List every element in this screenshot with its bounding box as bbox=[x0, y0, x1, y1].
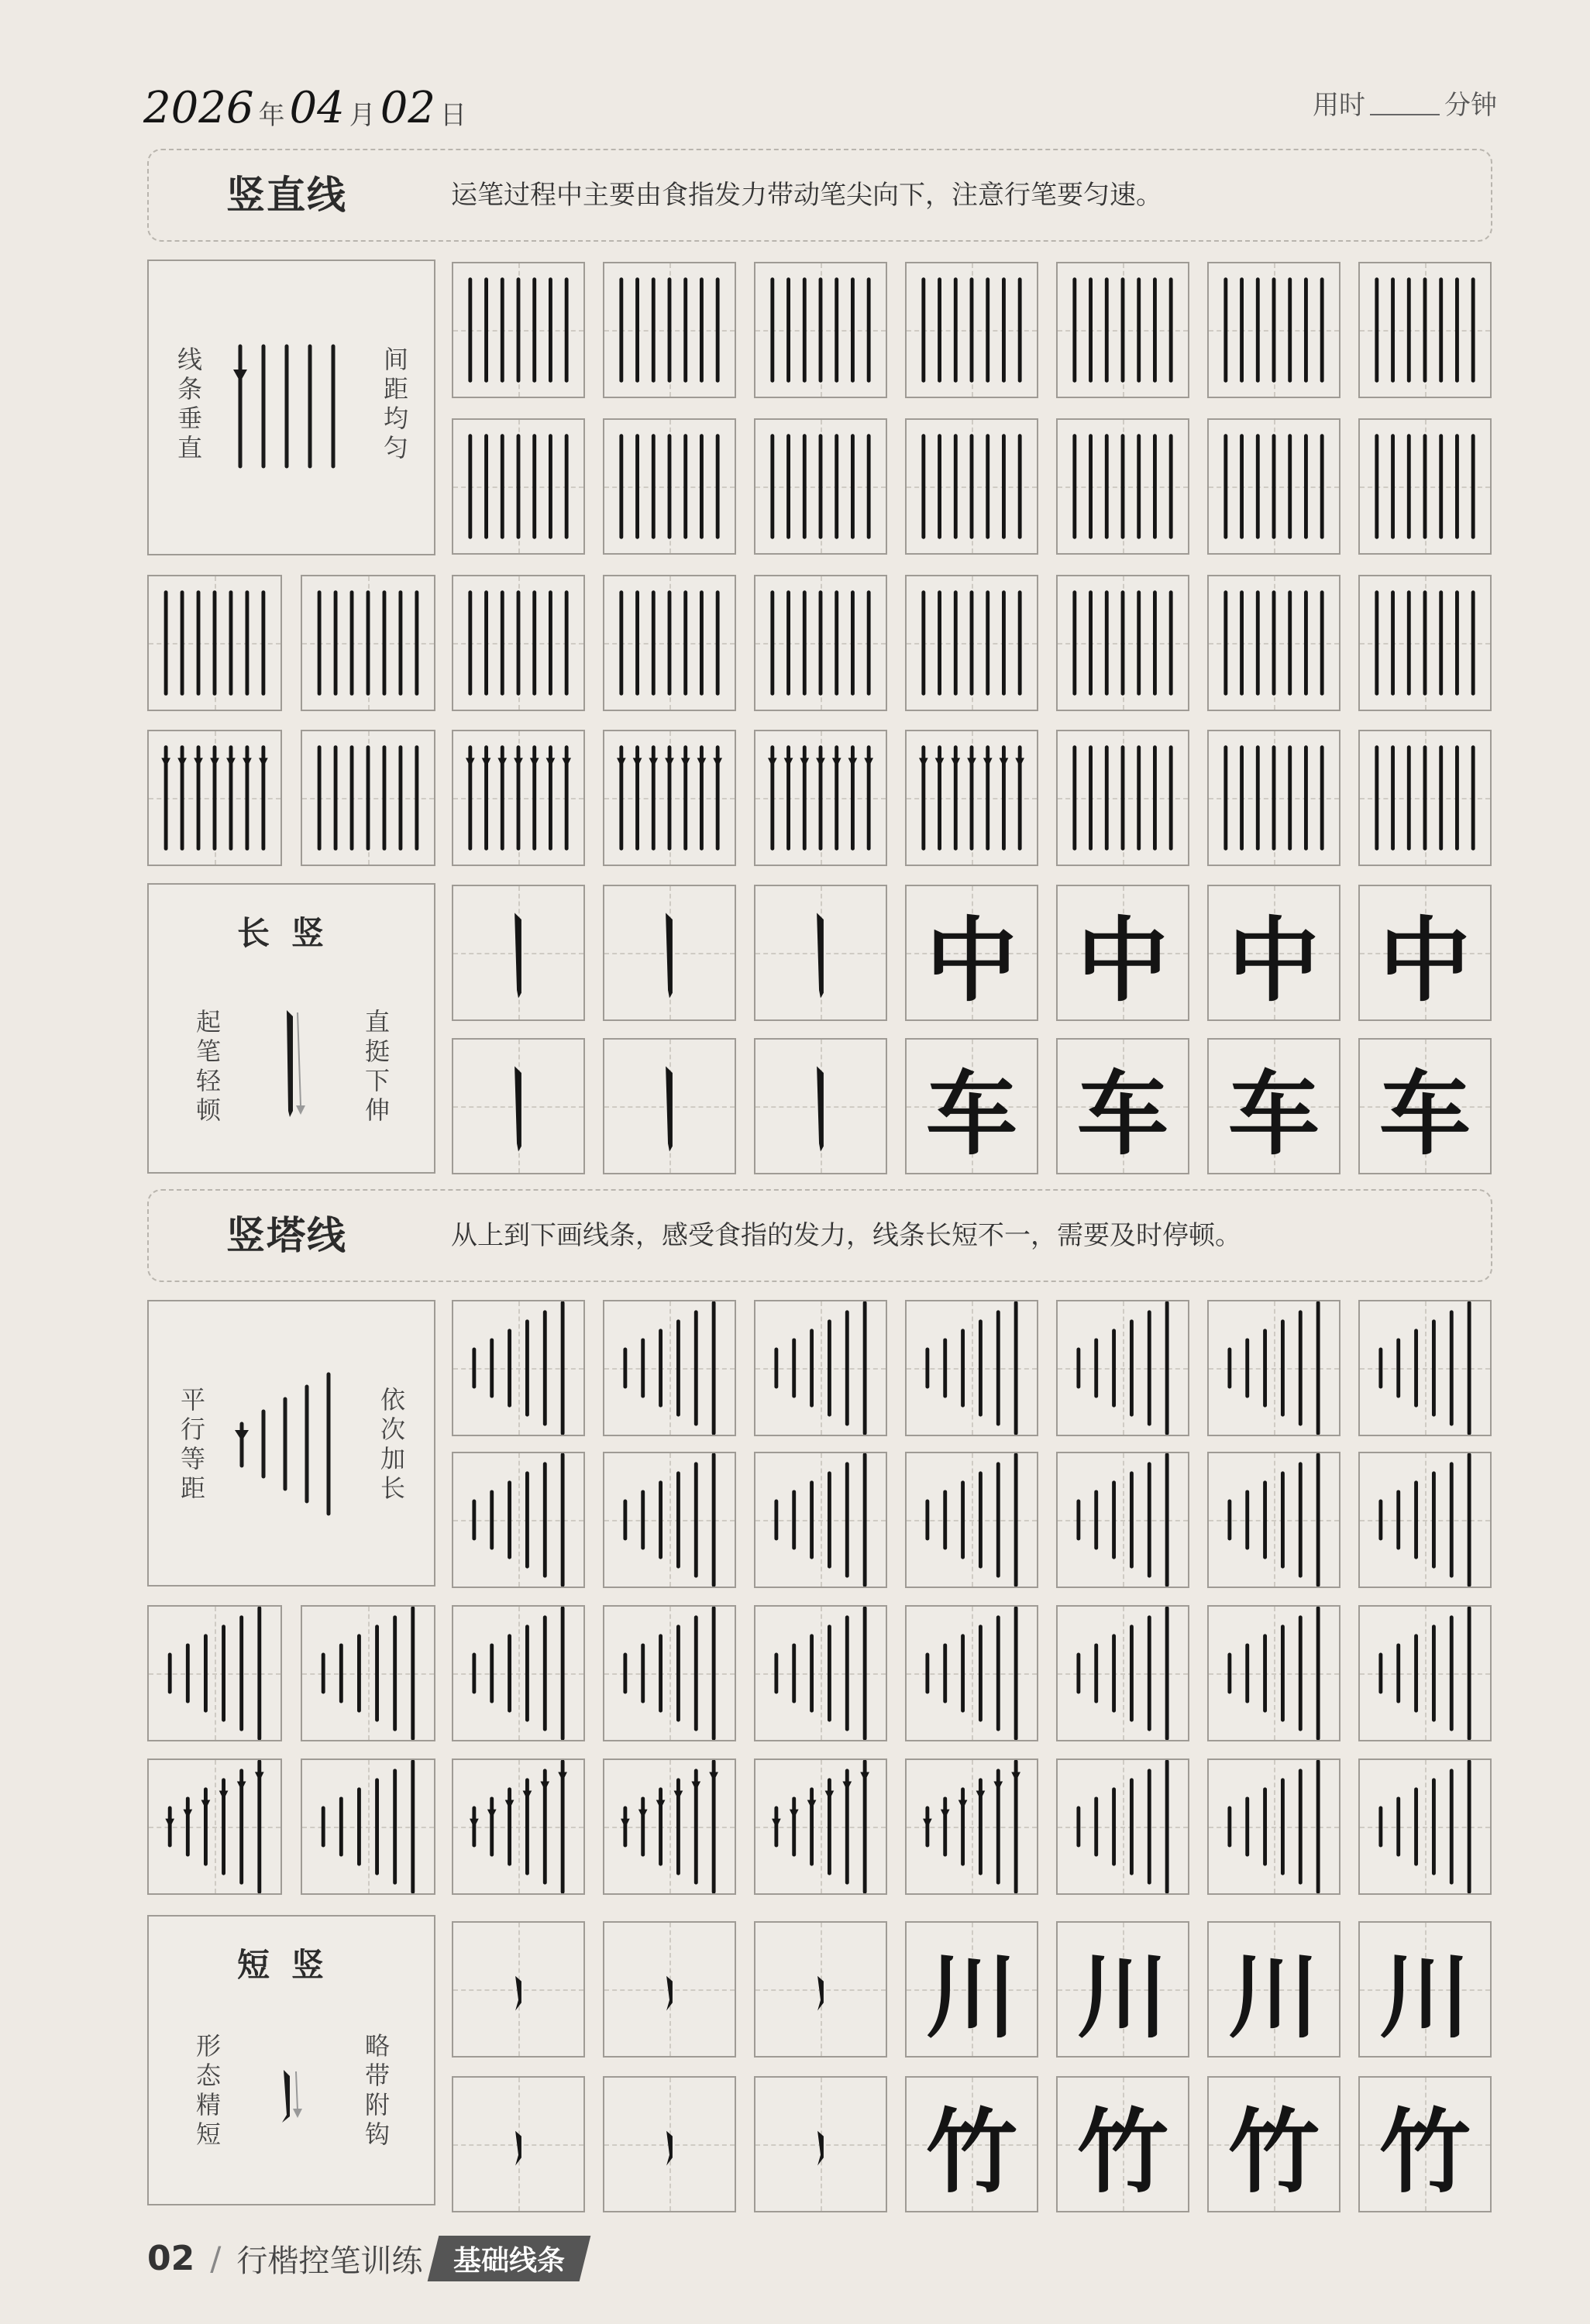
line-pattern bbox=[1209, 1301, 1339, 1435]
line-pattern bbox=[907, 1760, 1037, 1893]
character-cell[interactable] bbox=[905, 1921, 1038, 2058]
vertical-stroke bbox=[755, 886, 886, 1019]
demo-cell[interactable] bbox=[147, 575, 282, 711]
line-pattern bbox=[1058, 1301, 1188, 1435]
line-pattern bbox=[453, 1301, 583, 1435]
practice-cell[interactable] bbox=[603, 730, 736, 866]
line-pattern bbox=[453, 1607, 583, 1740]
vertical-stroke bbox=[604, 1923, 735, 2056]
line-pattern bbox=[1360, 263, 1490, 397]
character-cell[interactable] bbox=[1056, 2076, 1189, 2212]
practice-cell[interactable] bbox=[452, 1300, 585, 1436]
line-pattern bbox=[149, 1607, 280, 1740]
book-title: 行楷控笔训练 bbox=[236, 2243, 423, 2279]
practice-cell[interactable] bbox=[754, 1452, 887, 1588]
stroke-title: 长竖 bbox=[236, 914, 346, 952]
line-pattern bbox=[1058, 731, 1188, 865]
demo-cell[interactable] bbox=[147, 1605, 282, 1741]
line-pattern bbox=[755, 731, 886, 865]
practice-cell[interactable] bbox=[1207, 1758, 1340, 1895]
character-cell[interactable] bbox=[603, 885, 736, 1021]
line-pattern bbox=[755, 1453, 886, 1587]
practice-cell[interactable] bbox=[754, 418, 887, 555]
line-pattern bbox=[1209, 263, 1339, 397]
line-pattern bbox=[1209, 420, 1339, 553]
practice-cell[interactable] bbox=[1207, 575, 1340, 711]
practice-cell[interactable] bbox=[1207, 1452, 1340, 1588]
line-pattern bbox=[453, 731, 583, 865]
date-year: 2026 bbox=[143, 83, 254, 133]
practice-cell[interactable] bbox=[603, 262, 736, 398]
practice-cell[interactable] bbox=[754, 730, 887, 866]
practice-cell[interactable] bbox=[603, 418, 736, 555]
line-pattern bbox=[1058, 1760, 1188, 1893]
line-pattern bbox=[604, 731, 735, 865]
vertical-stroke bbox=[755, 1923, 886, 2056]
practice-character: 车 bbox=[1378, 1060, 1471, 1167]
section-description: 运笔过程中主要由食指发力带动笔尖向下，注意行笔要匀速。 bbox=[451, 180, 1162, 211]
instruction-box-vertical-lines bbox=[147, 260, 435, 555]
character-cell[interactable] bbox=[452, 2076, 585, 2212]
line-pattern bbox=[1209, 1760, 1339, 1893]
practice-character: 川 bbox=[1378, 1943, 1471, 2051]
character-cell[interactable] bbox=[1358, 1921, 1492, 2058]
vertical-stroke bbox=[453, 2078, 583, 2211]
practice-cell[interactable] bbox=[1056, 1758, 1189, 1895]
practice-cell[interactable] bbox=[1358, 1452, 1492, 1588]
tip-left: 平行等距 bbox=[177, 1387, 206, 1504]
practice-cell[interactable] bbox=[452, 418, 585, 555]
sample-lines-diagram bbox=[149, 261, 437, 557]
practice-character: 川 bbox=[925, 1943, 1017, 2051]
line-pattern bbox=[604, 420, 735, 553]
long-vertical-stroke-sample bbox=[149, 885, 437, 1175]
vertical-stroke bbox=[604, 886, 735, 1019]
footer-separator: / bbox=[210, 2239, 222, 2278]
practice-cell[interactable] bbox=[754, 1300, 887, 1436]
stroke-tip-right: 直挺下伸 bbox=[361, 1009, 391, 1126]
vertical-stroke bbox=[453, 1923, 583, 2056]
character-cell[interactable] bbox=[754, 1921, 887, 2058]
section-description: 从上到下画线条，感受食指的发力，线条长短不一，需要及时停顿。 bbox=[451, 1220, 1241, 1251]
line-pattern bbox=[907, 1453, 1037, 1587]
vertical-stroke bbox=[453, 886, 583, 1019]
practice-character: 竹 bbox=[1378, 2098, 1471, 2205]
tip-left: 线条垂直 bbox=[174, 346, 203, 464]
practice-cell[interactable] bbox=[905, 418, 1038, 555]
character-cell[interactable] bbox=[452, 1921, 585, 2058]
practice-cell[interactable] bbox=[1056, 1452, 1189, 1588]
demo-cell[interactable] bbox=[301, 730, 435, 866]
line-pattern bbox=[149, 731, 280, 865]
line-pattern bbox=[907, 576, 1037, 710]
line-pattern bbox=[302, 1607, 434, 1740]
practice-cell[interactable] bbox=[905, 1300, 1038, 1436]
practice-character: 川 bbox=[1076, 1943, 1168, 2051]
practice-cell[interactable] bbox=[754, 1605, 887, 1741]
line-pattern bbox=[149, 576, 280, 710]
line-pattern bbox=[604, 1760, 735, 1893]
practice-character: 竹 bbox=[1076, 2098, 1168, 2205]
line-pattern bbox=[453, 576, 583, 710]
line-pattern bbox=[302, 731, 434, 865]
demo-cell[interactable] bbox=[147, 1758, 282, 1895]
practice-cell[interactable] bbox=[905, 1452, 1038, 1588]
character-cell[interactable] bbox=[452, 1038, 585, 1174]
line-pattern bbox=[907, 1607, 1037, 1740]
character-cell[interactable] bbox=[1358, 885, 1492, 1021]
section-title: 竖塔线 bbox=[226, 1213, 347, 1258]
character-cell[interactable] bbox=[603, 1038, 736, 1174]
short-vertical-stroke-sample bbox=[149, 1917, 437, 2207]
chapter-tag-label: 基础线条 bbox=[453, 2244, 566, 2277]
practice-cell[interactable] bbox=[1358, 1300, 1492, 1436]
time-unit: 分钟 bbox=[1444, 90, 1497, 121]
section-title: 竖直线 bbox=[226, 173, 347, 218]
line-pattern bbox=[453, 1760, 583, 1893]
character-cell[interactable] bbox=[1056, 1921, 1189, 2058]
year-unit: 年 bbox=[258, 100, 285, 131]
character-cell[interactable] bbox=[905, 885, 1038, 1021]
time-label: 用时 bbox=[1313, 90, 1365, 121]
practice-cell[interactable] bbox=[1207, 1605, 1340, 1741]
line-pattern bbox=[302, 1760, 434, 1893]
sample-tower-diagram bbox=[149, 1301, 437, 1588]
line-pattern bbox=[755, 1760, 886, 1893]
line-pattern bbox=[604, 576, 735, 710]
character-cell[interactable] bbox=[1207, 885, 1340, 1021]
practice-cell[interactable] bbox=[754, 575, 887, 711]
line-pattern bbox=[453, 263, 583, 397]
practice-cell[interactable] bbox=[905, 262, 1038, 398]
practice-cell[interactable] bbox=[905, 575, 1038, 711]
line-pattern bbox=[453, 420, 583, 553]
line-pattern bbox=[1360, 1301, 1490, 1435]
character-cell[interactable] bbox=[1207, 1921, 1340, 2058]
practice-cell[interactable] bbox=[603, 1300, 736, 1436]
line-pattern bbox=[1058, 576, 1188, 710]
line-pattern bbox=[1209, 731, 1339, 865]
line-pattern bbox=[604, 1453, 735, 1587]
line-pattern bbox=[1360, 420, 1490, 553]
line-pattern bbox=[755, 1301, 886, 1435]
practice-cell[interactable] bbox=[1358, 1605, 1492, 1741]
line-pattern bbox=[907, 420, 1037, 553]
line-pattern bbox=[755, 576, 886, 710]
practice-cell[interactable] bbox=[1056, 418, 1189, 555]
practice-character: 中 bbox=[925, 906, 1017, 1014]
practice-cell[interactable] bbox=[1056, 1605, 1189, 1741]
vertical-stroke bbox=[604, 1040, 735, 1173]
day-unit: 日 bbox=[440, 100, 467, 131]
footer bbox=[147, 2235, 585, 2281]
line-pattern bbox=[453, 1453, 583, 1587]
stroke-tip-left: 形态精短 bbox=[192, 2033, 222, 2150]
practice-cell[interactable] bbox=[1056, 730, 1189, 866]
line-pattern bbox=[1360, 1453, 1490, 1587]
practice-cell[interactable] bbox=[754, 262, 887, 398]
line-pattern bbox=[907, 731, 1037, 865]
line-pattern bbox=[1209, 576, 1339, 710]
chapter-tag bbox=[428, 2236, 591, 2281]
line-pattern bbox=[604, 1301, 735, 1435]
practice-cell[interactable] bbox=[452, 575, 585, 711]
character-cell[interactable] bbox=[452, 885, 585, 1021]
practice-character: 中 bbox=[1378, 906, 1471, 1014]
time-blank bbox=[1370, 114, 1440, 115]
character-cell[interactable] bbox=[1207, 1038, 1340, 1174]
instruction-box-short-vertical bbox=[147, 1915, 435, 2205]
section-banner-vertical-lines bbox=[147, 149, 1492, 242]
line-pattern bbox=[1058, 1607, 1188, 1740]
practice-character: 车 bbox=[925, 1060, 1017, 1167]
stroke-tip-left: 起笔轻顿 bbox=[192, 1009, 222, 1126]
character-cell[interactable] bbox=[754, 1038, 887, 1174]
section-banner-tower-lines bbox=[147, 1189, 1492, 1282]
practice-character: 车 bbox=[1076, 1060, 1168, 1167]
line-pattern bbox=[604, 1607, 735, 1740]
instruction-box-tower-lines bbox=[147, 1300, 435, 1587]
practice-cell[interactable] bbox=[905, 1758, 1038, 1895]
character-cell[interactable] bbox=[754, 885, 887, 1021]
demo-cell[interactable] bbox=[301, 1605, 435, 1741]
practice-character: 竹 bbox=[1227, 2098, 1320, 2205]
character-cell[interactable] bbox=[603, 1921, 736, 2058]
date-day: 02 bbox=[380, 83, 436, 133]
practice-cell[interactable] bbox=[452, 262, 585, 398]
demo-cell[interactable] bbox=[147, 730, 282, 866]
line-pattern bbox=[1360, 576, 1490, 710]
character-cell[interactable] bbox=[754, 2076, 887, 2212]
practice-cell[interactable] bbox=[1358, 730, 1492, 866]
vertical-stroke bbox=[453, 1040, 583, 1173]
character-cell[interactable] bbox=[905, 2076, 1038, 2212]
character-cell[interactable] bbox=[905, 1038, 1038, 1174]
date-line bbox=[143, 77, 466, 132]
practice-cell[interactable] bbox=[905, 730, 1038, 866]
time-used bbox=[1313, 84, 1497, 122]
line-pattern bbox=[755, 420, 886, 553]
practice-cell[interactable] bbox=[452, 1452, 585, 1588]
character-cell[interactable] bbox=[1358, 1038, 1492, 1174]
practice-cell[interactable] bbox=[1207, 262, 1340, 398]
practice-character: 中 bbox=[1076, 906, 1168, 1014]
practice-cell[interactable] bbox=[603, 575, 736, 711]
practice-cell[interactable] bbox=[452, 730, 585, 866]
practice-cell[interactable] bbox=[905, 1605, 1038, 1741]
line-pattern bbox=[1360, 1760, 1490, 1893]
vertical-stroke bbox=[755, 2078, 886, 2211]
practice-character: 川 bbox=[1227, 1943, 1320, 2051]
practice-cell[interactable] bbox=[1358, 1758, 1492, 1895]
practice-cell[interactable] bbox=[1358, 575, 1492, 711]
line-pattern bbox=[1058, 420, 1188, 553]
practice-character: 车 bbox=[1227, 1060, 1320, 1167]
line-pattern bbox=[1360, 1607, 1490, 1740]
character-cell[interactable] bbox=[603, 2076, 736, 2212]
date-month: 04 bbox=[289, 83, 345, 133]
line-pattern bbox=[302, 576, 434, 710]
practice-character: 竹 bbox=[925, 2098, 1017, 2205]
character-cell[interactable] bbox=[1207, 2076, 1340, 2212]
practice-cell[interactable] bbox=[1056, 262, 1189, 398]
line-pattern bbox=[1058, 1453, 1188, 1587]
practice-cell[interactable] bbox=[1056, 575, 1189, 711]
line-pattern bbox=[1209, 1453, 1339, 1587]
vertical-stroke bbox=[604, 2078, 735, 2211]
practice-cell[interactable] bbox=[1207, 730, 1340, 866]
instruction-box-long-vertical bbox=[147, 883, 435, 1174]
practice-cell[interactable] bbox=[1207, 418, 1340, 555]
month-unit: 月 bbox=[349, 100, 376, 131]
practice-cell[interactable] bbox=[452, 1605, 585, 1741]
practice-cell[interactable] bbox=[1056, 1300, 1189, 1436]
practice-cell[interactable] bbox=[1207, 1300, 1340, 1436]
line-pattern bbox=[907, 263, 1037, 397]
line-pattern bbox=[604, 263, 735, 397]
line-pattern bbox=[1058, 263, 1188, 397]
practice-cell[interactable] bbox=[452, 1758, 585, 1895]
tip-right: 依次加长 bbox=[377, 1387, 406, 1504]
line-pattern bbox=[755, 1607, 886, 1740]
line-pattern bbox=[1360, 731, 1490, 865]
line-pattern bbox=[755, 263, 886, 397]
practice-cell[interactable] bbox=[603, 1758, 736, 1895]
practice-character: 中 bbox=[1227, 906, 1320, 1014]
line-pattern bbox=[149, 1760, 280, 1893]
character-cell[interactable] bbox=[1056, 885, 1189, 1021]
character-cell[interactable] bbox=[1056, 1038, 1189, 1174]
practice-cell[interactable] bbox=[754, 1758, 887, 1895]
practice-cell[interactable] bbox=[603, 1605, 736, 1741]
character-cell[interactable] bbox=[1358, 2076, 1492, 2212]
page-number: 02 bbox=[147, 2238, 195, 2278]
line-pattern bbox=[907, 1301, 1037, 1435]
vertical-stroke bbox=[755, 1040, 886, 1173]
practice-cell[interactable] bbox=[1358, 262, 1492, 398]
stroke-tip-right: 略带附钩 bbox=[361, 2033, 391, 2150]
demo-cell[interactable] bbox=[301, 575, 435, 711]
line-pattern bbox=[1209, 1607, 1339, 1740]
practice-cell[interactable] bbox=[603, 1452, 736, 1588]
stroke-title: 短竖 bbox=[236, 1946, 346, 1984]
practice-cell[interactable] bbox=[1358, 418, 1492, 555]
demo-cell[interactable] bbox=[301, 1758, 435, 1895]
tip-right: 间距均匀 bbox=[380, 346, 409, 464]
